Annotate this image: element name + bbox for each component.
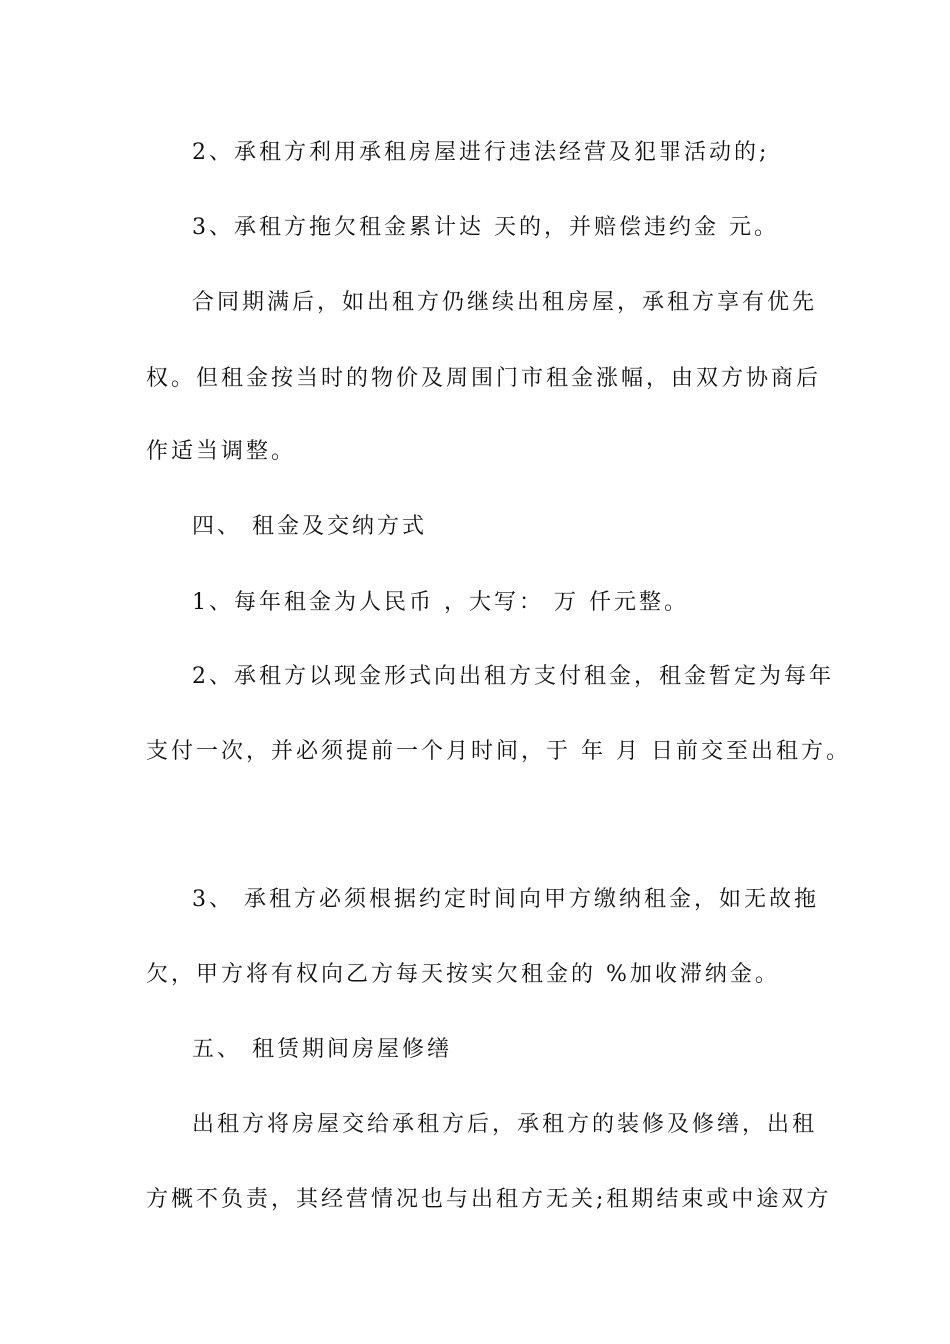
section-5-heading: 五、 租赁期间房屋修缮 bbox=[192, 1037, 452, 1062]
clause-1-annual-rent: 1、每年租金为人民币 ，大写： 万 仟元整。 bbox=[192, 590, 689, 615]
renewal-paragraph-line-2: 权。但租金按当时的物价及周围门市租金涨幅，由双方协商后 bbox=[146, 366, 822, 391]
repair-paragraph-line-2: 方概不负责，其经营情况也与出租方无关;租期结束或中途双方 bbox=[146, 1187, 832, 1212]
section-4-heading: 四、 租金及交纳方式 bbox=[192, 514, 427, 539]
clause-2-payment-line-2: 支付一次，并必须提前一个月时间，于 年 月 日前交至出租方。 bbox=[146, 739, 851, 764]
clause-3-late-fee-line-1: 3、 承租方必须根据约定时间向甲方缴纳租金，如无故拖 bbox=[192, 887, 819, 912]
clause-3-late-fee-line-2: 欠，甲方将有权向乙方每天按实欠租金的 %加收滞纳金。 bbox=[146, 962, 780, 987]
renewal-paragraph-line-3: 作适当调整。 bbox=[146, 439, 297, 464]
clause-3-rent-arrears: 3、承租方拖欠租金累计达 天的，并赔偿违约金 元。 bbox=[192, 215, 779, 240]
clause-2-payment-line-1: 2、承租方以现金形式向出租方支付租金，租金暂定为每年 bbox=[192, 664, 834, 689]
renewal-paragraph-line-1: 合同期满后，如出租方仍继续出租房屋，承租方享有优先 bbox=[192, 290, 818, 315]
repair-paragraph-line-1: 出租方将房屋交给承租方后，承租方的装修及修缮，出租 bbox=[192, 1112, 818, 1137]
clause-2-illegal-use: 2、承租方利用承租房屋进行违法经营及犯罪活动的; bbox=[192, 140, 770, 165]
